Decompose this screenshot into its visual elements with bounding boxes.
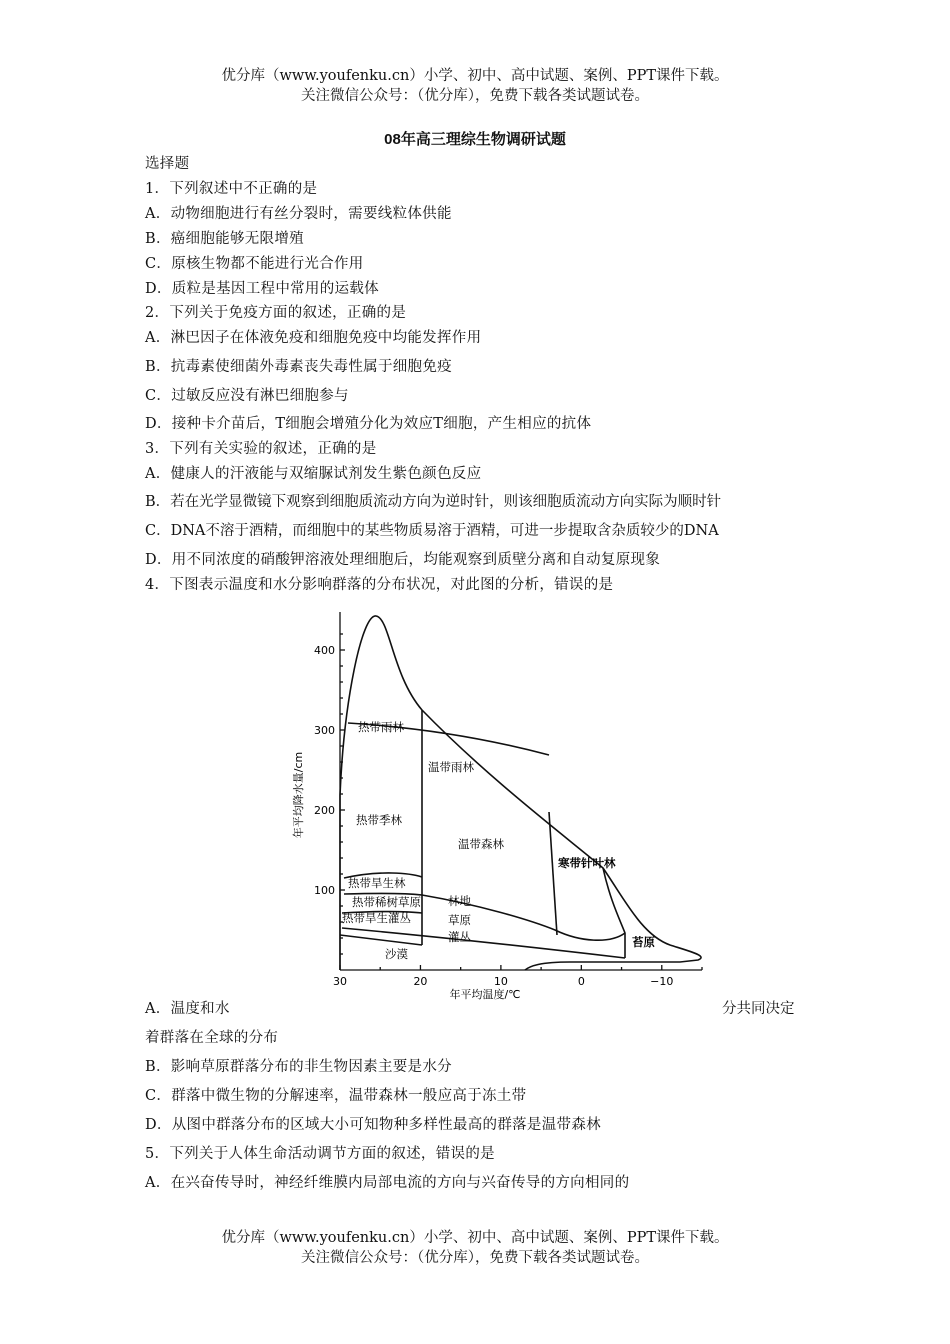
biome-chart-svg — [280, 600, 730, 1005]
header-line-2: 关注微信公众号：（优分库），免费下载各类试题试卷。 — [301, 88, 649, 104]
question-4-option-c: C．群落中微生物的分解速率，温带森林一般应高于冻土带 — [145, 1088, 527, 1104]
question-1-option-c: C．原核生物都不能进行光合作用 — [145, 256, 364, 272]
footer-line-2: 关注微信公众号：（优分库），免费下载各类试题试卷。 — [301, 1250, 649, 1266]
question-2-option-a: A．淋巴因子在体液免疫和细胞免疫中均能发挥作用 — [145, 330, 482, 346]
footer-line-1: 优分库（www.youfenku.cn）小学、初中、高中试题、案例、PPT课件下载。 — [221, 1230, 729, 1246]
region-label: 苔原 — [632, 935, 655, 949]
question-2-option-c: C．过敏反应没有淋巴细胞参与 — [145, 388, 349, 404]
region-label: 温带雨林 — [428, 760, 474, 774]
question-1-option-d: D．质粒是基因工程中常用的运载体 — [145, 281, 379, 297]
region-label: 热带旱生林 — [348, 876, 406, 890]
question-5-stem: 5．下列关于人体生命活动调节方面的叙述，错误的是 — [145, 1146, 495, 1162]
question-4-option-a-left: A．温度和水 — [145, 1001, 230, 1017]
region-label: 林地 — [448, 894, 471, 908]
biome-chart — [280, 600, 730, 1005]
question-4-stem: 4．下图表示温度和水分影响群落的分布状况，对此图的分析，错误的是 — [145, 577, 614, 593]
question-1-option-b: B．癌细胞能够无限增殖 — [145, 231, 304, 247]
region-label: 沙漠 — [385, 947, 408, 961]
x-tick-label: 20 — [413, 975, 428, 988]
header-line-1: 优分库（www.youfenku.cn）小学、初中、高中试题、案例、PPT课件下载。 — [221, 68, 729, 84]
region-label: 寒带针叶林 — [558, 856, 616, 870]
question-2-option-b: B．抗毒素使细菌外毒素丧失毒性属于细胞免疫 — [145, 359, 452, 375]
x-tick-label: 30 — [333, 975, 347, 988]
question-5-option-a: A．在兴奋传导时，神经纤维膜内局部电流的方向与兴奋传导的方向相同的 — [145, 1175, 630, 1191]
document-title: 08年高三理综生物调研试题 — [384, 131, 566, 148]
section-heading: 选择题 — [145, 156, 190, 172]
region-label: 温带森林 — [458, 837, 504, 851]
page-footer — [0, 1228, 950, 1268]
question-2-option-d: D．接种卡介苗后，T细胞会增殖分化为效应T细胞，产生相应的抗体 — [145, 416, 592, 432]
y-tick-label: 100 — [314, 884, 335, 897]
boundary-boreal-right — [603, 868, 625, 958]
region-label: 草原 — [448, 913, 471, 927]
question-4-option-a-right: 分共同决定 — [722, 1001, 795, 1017]
question-3-stem: 3．下列有关实验的叙述，正确的是 — [145, 441, 377, 457]
question-4-option-d: D．从图中群落分布的区域大小可知物种多样性最高的群落是温带森林 — [145, 1117, 601, 1133]
question-3-option-c: C．DNA不溶于酒精，而细胞中的某些物质易溶于酒精，可进一步提取含杂质较少的DNA — [145, 523, 719, 539]
x-tick-label: 10 — [493, 975, 508, 988]
question-4-option-a-cont: 着群落在全球的分布 — [145, 1030, 279, 1046]
question-3-option-d: D．用不同浓度的硝酸钾溶液处理细胞后，均能观察到质壁分离和自动复原现象 — [145, 552, 661, 568]
x-tick-label: −10 — [650, 975, 674, 988]
y-tick-label: 400 — [314, 644, 335, 657]
y-tick-label: 200 — [314, 804, 335, 817]
boundary-desert-left — [340, 935, 422, 945]
region-label: 热带季林 — [356, 813, 402, 827]
page-header — [0, 66, 950, 106]
question-3-option-b: B．若在光学显微镜下观察到细胞质流动方向为逆时针，则该细胞质流动方向实际为顺时针 — [145, 494, 722, 510]
question-1-stem: 1．下列叙述中不正确的是 — [145, 181, 318, 197]
question-1-option-a: A．动物细胞进行有丝分裂时，需要线粒体供能 — [145, 206, 452, 222]
region-label: 灌丛 — [448, 930, 471, 944]
y-axis-title: 年平均降水量/cm — [292, 751, 305, 839]
question-4-option-b: B．影响草原群落分布的非生物因素主要是水分 — [145, 1059, 452, 1075]
region-label: 热带旱生灌丛 — [342, 911, 411, 925]
region-label: 热带雨林 — [358, 720, 404, 734]
region-label: 热带稀树草原 — [352, 895, 421, 909]
question-2-stem: 2．下列关于免疫方面的叙述，正确的是 — [145, 305, 407, 321]
question-3-option-a: A．健康人的汗液能与双缩脲试剂发生紫色颜色反应 — [145, 466, 482, 482]
y-tick-label: 300 — [314, 724, 335, 737]
x-axis-title: 年平均温度/℃ — [449, 988, 521, 1001]
x-tick-label: 0 — [577, 975, 585, 988]
